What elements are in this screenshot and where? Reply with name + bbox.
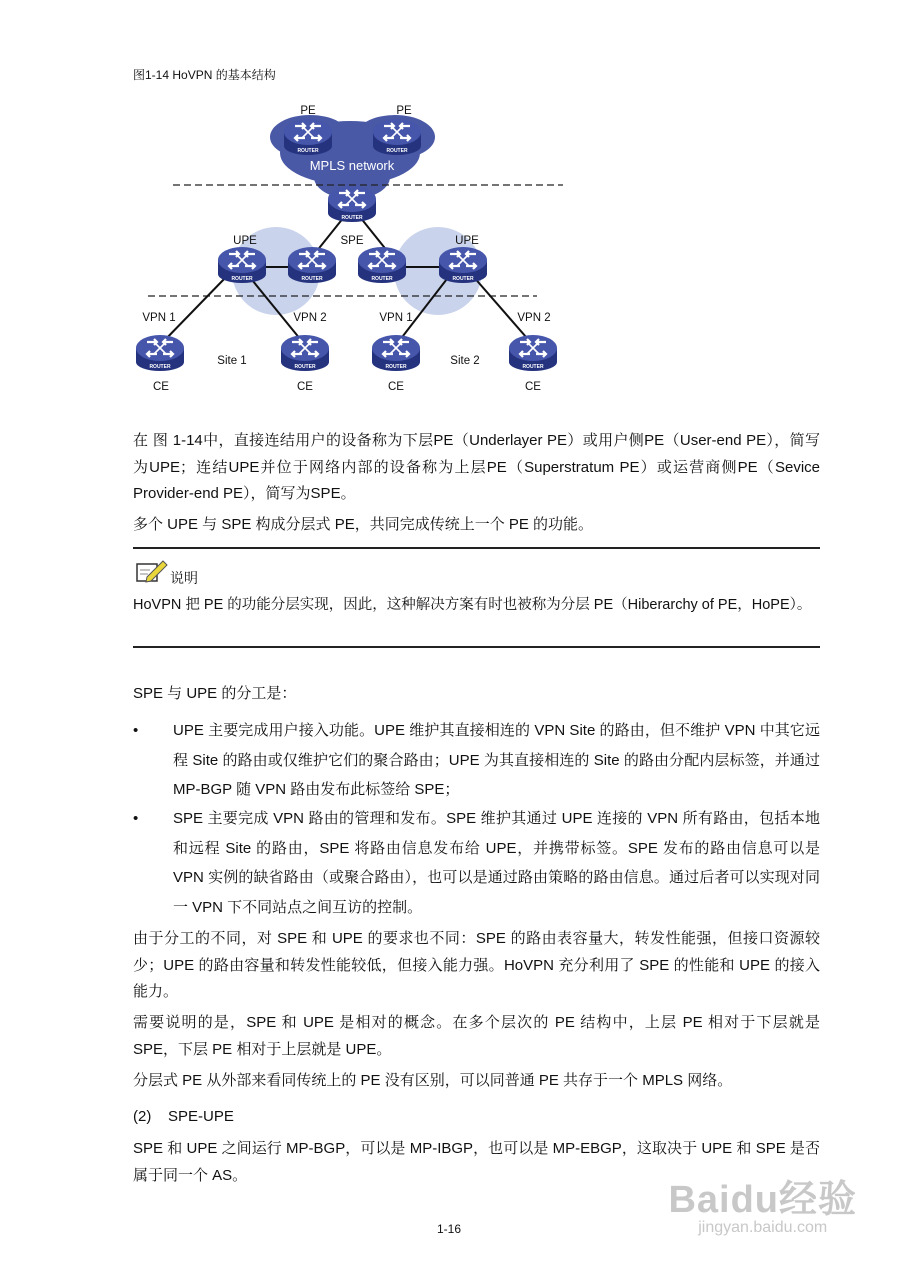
bullet-marker: • (133, 722, 139, 739)
bullet-item (133, 804, 820, 922)
label-vpn1: VPN 1 (379, 312, 413, 324)
label-site1: Site 1 (217, 355, 247, 367)
paragraph: SPE 和 UPE 之间运行 MP-BGP，可以是 MP-IBGP，也可以是 MP-EBGP，这取决于 UPE 和 SPE 是否属于同一个 AS。 (133, 1140, 820, 1184)
section-heading: (2) SPE-UPE (133, 1108, 234, 1125)
note-title: 说明 (170, 570, 198, 586)
router-plate-label: ROUTER (341, 215, 363, 221)
label-upe: UPE (233, 235, 257, 247)
router-plate-label: ROUTER (149, 364, 171, 370)
note-text: HoVPN 把 PE 的功能分层实现，因此，这种解决方案有时也被称为分层 PE（Hiberarchy of PE，HoPE）。 (133, 597, 812, 613)
router-plate-label: ROUTER (231, 276, 253, 282)
bullet-text: UPE 主要完成用户接入功能。UPE 维护其直接相连的 VPN Site 的路由，但不维护 VPN 中其它远程 Site 的路由或仅维护它们的聚合路由；UPE 为其直接相连的 Site 的路由分配内层标签，并通过 MP-BGP 随 VPN 路由发布此标签给 SPE； (173, 722, 820, 798)
hovpn-diagram (130, 95, 570, 395)
note-bottom-rule (133, 646, 820, 648)
bullet-item (133, 716, 820, 805)
label-site2: Site 2 (450, 355, 480, 367)
label-vpn2: VPN 2 (517, 312, 551, 324)
router-plate-label: ROUTER (301, 276, 323, 282)
paragraph: 分层式 PE 从外部来看同传统上的 PE 没有区别，可以同普通 PE 共存于一个 MPLS 网络。 (133, 1072, 733, 1089)
mpls-label: MPLS network (309, 158, 395, 173)
label-pe: PE (396, 105, 412, 117)
router-plate-label: ROUTER (385, 364, 407, 370)
label-upe: UPE (455, 235, 479, 247)
watermark-logo: Baidu经验 (668, 1179, 857, 1221)
paragraph: 由于分工的不同，对 SPE 和 UPE 的要求也不同：SPE 的路由表容量大，转发性能强，但接口资源较少；UPE 的路由容量和转发性能较低，但接入能力强。HoVPN 充分利用了 SPE 的性能和 UPE 的接入能力。 (133, 930, 820, 1000)
note-top-rule (133, 547, 820, 549)
label-ce: CE (388, 381, 404, 393)
router-plate-label: ROUTER (294, 364, 316, 370)
label-ce: CE (153, 381, 169, 393)
router-plate-label: ROUTER (522, 364, 544, 370)
label-spe: SPE (340, 235, 364, 247)
label-pe: PE (300, 105, 316, 117)
label-vpn2: VPN 2 (293, 312, 327, 324)
label-ce: CE (297, 381, 313, 393)
router-plate-label: ROUTER (297, 148, 319, 154)
paragraph: 多个 UPE 与 SPE 构成分层式 PE，共同完成传统上一个 PE 的功能。 (133, 516, 594, 533)
bullet-text: SPE 主要完成 VPN 路由的管理和发布。SPE 维护其通过 UPE 连接的 VPN 所有路由，包括本地和远程 Site 的路由，SPE 将路由信息发布给 UPE，并携带标签。SPE 发布的路由信息可以是 VPN 实例的缺省路由（或聚合路由），也可以是通过路由策略的路由信息。通过后者可以实现对同一 VPN 下不同站点之间互访的控制。 (173, 810, 820, 916)
note-pencil-icon (135, 558, 169, 584)
paragraph: SPE 与 UPE 的分工是： (133, 685, 297, 702)
watermark (668, 1168, 857, 1237)
paragraph: 需要说明的是，SPE 和 UPE 是相对的概念。在多个层次的 PE 结构中，上层 PE 相对于下层就是 SPE，下层 PE 相对于上层就是 UPE。 (133, 1014, 820, 1058)
router-plate-label: ROUTER (386, 148, 408, 154)
watermark-url: jingyan.baidu.com (698, 1219, 828, 1236)
label-vpn1: VPN 1 (142, 312, 176, 324)
figure-caption: 图1-14 HoVPN 的基本结构 (133, 68, 276, 82)
router-plate-label: ROUTER (371, 276, 393, 282)
page-number: 1-16 (437, 1222, 462, 1236)
paragraph: 在 图 1-14中，直接连结用户的设备称为下层PE（Underlayer PE）或用户侧PE（User-end PE），简写为UPE；连结UPE并位于网络内部的设备称为上层PE（Superstratum PE）或运营商侧PE（Sevice Provider-end PE），简写为SPE。 (133, 432, 820, 502)
router-plate-label: ROUTER (452, 276, 474, 282)
bullet-marker: • (133, 810, 139, 827)
label-ce: CE (525, 381, 541, 393)
